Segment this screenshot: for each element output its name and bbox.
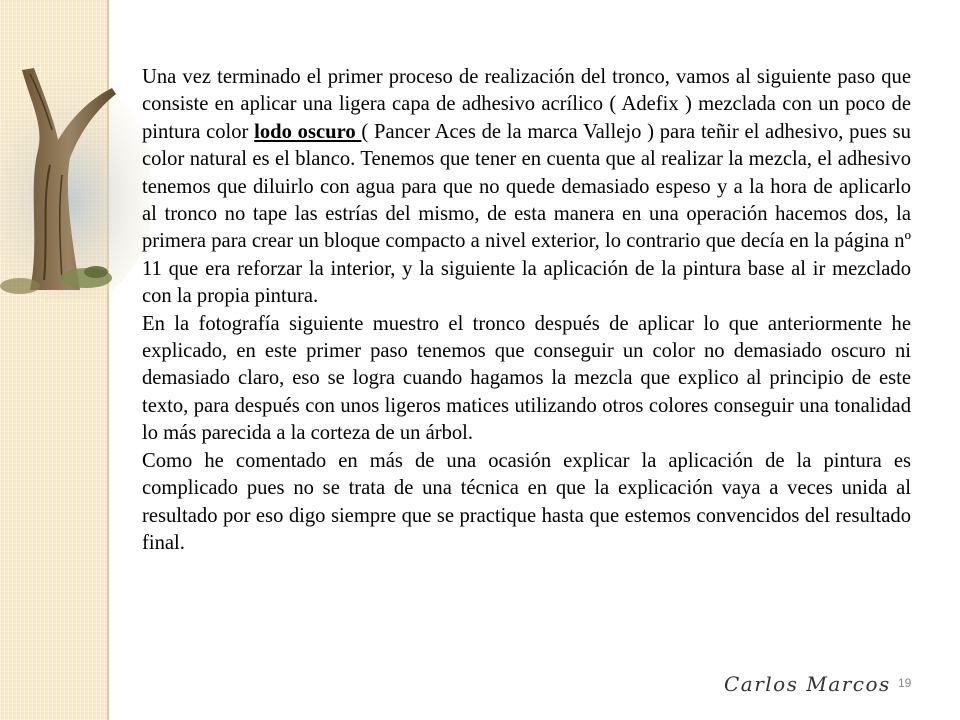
paragraph-1 — [142, 64, 911, 311]
slide-body-text — [142, 64, 911, 557]
page-number: 19 — [898, 676, 912, 690]
color-name-emphasis: lodo oscuro — [254, 120, 362, 143]
paragraph-2: En la fotografía siguiente muestro el tronco después de aplicar lo que anteriormente he explicado, en este primer paso tenemos que conseguir un color no demasiado oscuro ni demasiado claro, eso se logra cuando hagamos la mezcla que explico al principio de este texto, para después con unos ligeros matices utilizando otros colores conseguir una tonalidad lo más parecida a la corteza de un árbol. — [142, 312, 911, 445]
author-signature: Carlos Marcos — [724, 672, 891, 696]
paragraph-1-rest: ( Pancer Aces de la marca Vallejo ) para teñir el adhesivo, pues su color natural es el blanco. Tenemos que tener en cuenta que al realizar la mezcla, el adhesivo tenemos que diluirlo con agua para que no quede demasiado espeso y a la hora de aplicarlo al tronco no tape las estrías del mismo, de esta manera en una operación hacemos dos, la primera para crear un bloque compacto a nivel exterior, lo contrario que decía en la página nº 11 que era reforzar la interior, y la siguiente la aplicación de la pintura base al ir mezclado con la propia pintura. — [142, 120, 911, 308]
paragraph-1-intro: Una vez terminado el primer proceso de realización del tronco, vamos al siguiente paso que consiste en aplicar una ligera capa de adhesivo acrílico ( Adefix ) mezclada con un poco de pintura color — [142, 66, 911, 143]
paragraph-3: Como he comentado en más de una ocasión explicar la aplicación de la pintura es complicado pues no se trata de una técnica en que la explicación vaya a veces unida al resultado por eso digo siempre que se practique hasta que estemos convencidos del resultado final. — [142, 449, 911, 554]
tree-trunk-illustration — [0, 40, 150, 300]
